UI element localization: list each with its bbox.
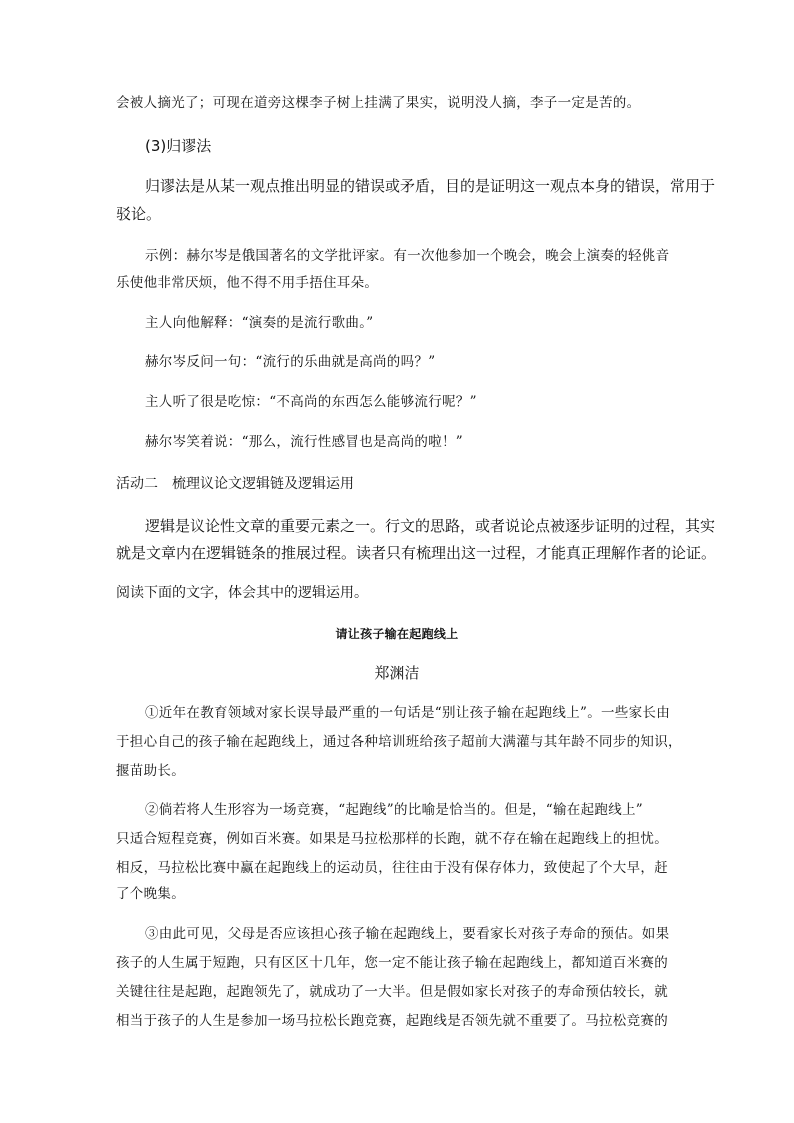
article-line: 关键往往是起跑，起跑领先了，就成功了一大半。但是假如家长对孩子的寿命预估较长，就 [116,984,668,1000]
dialogue-line: 主人听了很是吃惊：“不高尚的东西怎么能够流行呢？” [145,394,477,410]
dialogue-line: 赫尔岑笑着说：“那么，流行性感冒也是高尚的啦！” [145,434,464,450]
dialogue-line: 主人向他解释：“演奏的是流行歌曲。” [145,315,374,331]
article-line: 揠苗助长。 [116,763,185,779]
article-line: 了个晚集。 [116,886,185,902]
article-line: 只适合短程竞赛，例如百米赛。如果是马拉松那样的长跑，就不存在输在起跑线上的担忧。 [116,831,668,847]
example-line: 示例：赫尔岑是俄国著名的文学批评家。有一次他参加一个晚会，晚会上演奏的轻佻音 [145,248,670,264]
article-line: 于担心自己的孩子输在起跑线上，通过各种培训班给孩子超前大满灌与其年龄不同步的知识， [116,734,682,750]
body-line: 归谬法是从某一观点推出明显的错误或矛盾，目的是证明这一观点本身的错误，常用于 [145,177,716,195]
article-author: 郑渊洁 [374,664,420,682]
section-heading: (3)归谬法 [145,137,212,155]
article-line: ②倘若将人生形容为一场竞赛，“起跑线”的比喻是恰当的。但是，“输在起跑线上” [145,802,644,818]
example-line: 乐使他非常厌烦，他不得不用手捂住耳朵。 [116,275,379,291]
dialogue-line: 赫尔岑反问一句：“流行的乐曲就是高尚的吗？” [145,354,436,370]
article-line: ①近年在教育领域对家长误导最严重的一句话是“别让孩子输在起跑线上”。一些家长由 [145,705,671,721]
article-line: 孩子的人生属于短跑，只有区区十几年，您一定不能让孩子输在起跑线上，都知道百米赛的 [116,955,668,971]
activity-heading: 活动二 梳理议论文逻辑链及逻辑运用 [116,476,354,492]
article-title: 请让孩子输在起跑线上 [335,627,459,641]
body-line: 就是文章内在逻辑链条的推展过程。读者只有梳理出这一过程，才能真正理解作者的论证。 [116,544,717,562]
article-line: 相当于孩子的人生是参加一场马拉松长跑竞赛，起跑线是否领先就不重要了。马拉松竞赛的 [116,1013,668,1029]
body-line: 阅读下面的文字，体会其中的逻辑运用。 [116,585,368,601]
article-line: ③由此可见，父母是否应该担心孩子输在起跑线上，要看家长对孩子寿命的预估。如果 [145,926,670,942]
body-line: 逻辑是议论性文章的重要元素之一。行文的思路，或者说论点被逐步证明的过程，其实 [145,517,716,535]
body-line: 会被人摘光了；可现在道旁这棵李子树上挂满了果实，说明没人摘，李子一定是苦的。 [116,95,641,111]
body-line: 驳论。 [116,205,162,223]
article-line: 相反，马拉松比赛中赢在起跑线上的运动员，往往由于没有保存体力，致使起了个大早，赶 [116,860,668,876]
